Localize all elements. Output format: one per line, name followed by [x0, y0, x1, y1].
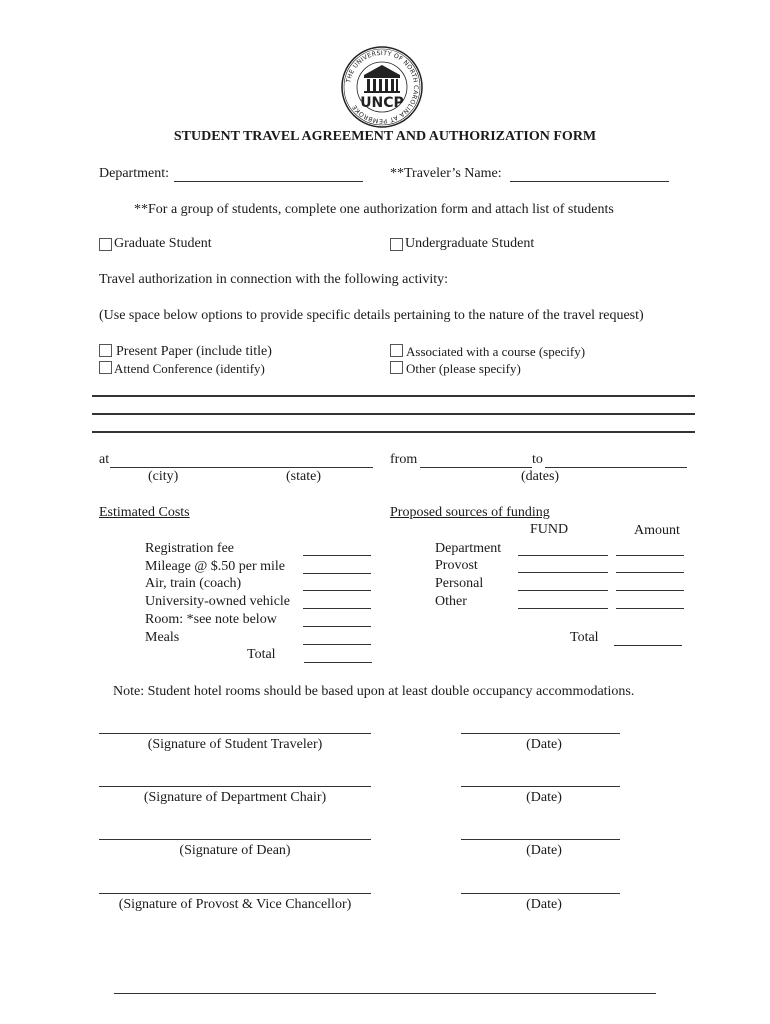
signature-caption: (Signature of Provost & Vice Chancellor): [118, 897, 352, 912]
cost-item-amount-field[interactable]: [303, 590, 371, 591]
undergraduate-label: Undergraduate Student: [405, 236, 535, 251]
date-line[interactable]: [461, 786, 620, 787]
signature-line[interactable]: [99, 839, 371, 840]
date-line[interactable]: [461, 733, 620, 734]
location-field[interactable]: [110, 467, 373, 468]
activity-intro: Travel authorization in connection with the following activity:: [99, 272, 449, 287]
to-label: to: [532, 452, 543, 467]
funding-amount-field[interactable]: [616, 608, 684, 609]
details-line-2[interactable]: [92, 413, 695, 415]
at-label: at: [99, 452, 110, 467]
signature-caption: (Signature of Dean): [179, 843, 291, 858]
funding-fund-field[interactable]: [518, 608, 608, 609]
details-line-3[interactable]: [92, 431, 695, 433]
activity-instructions: (Use space below options to provide specific details pertaining to the nature of the travel request): [99, 308, 644, 323]
cost-item-label: Registration fee: [145, 541, 235, 556]
date-caption: (Date): [526, 790, 562, 805]
signature-caption: (Signature of Department Chair): [143, 790, 327, 805]
funding-total-label: Total: [570, 630, 599, 645]
signature-line[interactable]: [99, 893, 371, 894]
funding-fund-field[interactable]: [518, 590, 608, 591]
signature-line[interactable]: [99, 733, 371, 734]
costs-total-label: Total: [247, 647, 276, 662]
cost-item-amount-field[interactable]: [303, 626, 371, 627]
dates-caption: (dates): [521, 469, 560, 484]
date-caption: (Date): [526, 843, 562, 858]
traveler-name-label: **Traveler’s Name:: [390, 166, 502, 181]
funding-fund-field[interactable]: [518, 555, 608, 556]
seal-graphic: [340, 45, 424, 129]
cost-item-label: Air, train (coach): [145, 576, 242, 591]
from-date-field[interactable]: [420, 467, 532, 468]
funding-heading: Proposed sources of funding: [390, 505, 550, 520]
cost-item-label: Room: *see note below: [145, 612, 277, 627]
group-note: **For a group of students, complete one authorization form and attach list of students: [134, 202, 614, 217]
funding-source-label: Department: [435, 541, 502, 556]
associated-course-checkbox[interactable]: [390, 344, 403, 357]
state-caption: (state): [286, 469, 321, 484]
funding-amount-field[interactable]: [616, 590, 684, 591]
date-caption: (Date): [526, 897, 562, 912]
funding-source-label: Personal: [435, 576, 484, 591]
cost-item-amount-field[interactable]: [303, 644, 371, 645]
from-label: from: [390, 452, 418, 467]
funding-source-label: Other: [435, 594, 467, 609]
other-activity-label: Other (please specify): [406, 361, 521, 376]
hotel-note: Note: Student hotel rooms should be based upon at least double occupancy accommodations.: [113, 684, 635, 699]
present-paper-checkbox[interactable]: [99, 344, 112, 357]
fund-column-header: FUND: [530, 522, 569, 537]
cost-item-label: Meals: [145, 630, 180, 645]
cost-item-amount-field[interactable]: [303, 555, 371, 556]
funding-fund-field[interactable]: [518, 572, 608, 573]
costs-total-field[interactable]: [304, 662, 372, 663]
cost-item-label: University-owned vehicle: [145, 594, 291, 609]
undergraduate-checkbox[interactable]: [390, 238, 403, 251]
department-label: Department:: [99, 166, 169, 181]
signature-caption: (Signature of Student Traveler): [147, 737, 323, 752]
seal-center-text: UNCP: [360, 95, 404, 111]
form-title: STUDENT TRAVEL AGREEMENT AND AUTHORIZATION FORM: [173, 129, 597, 144]
signature-line[interactable]: [99, 786, 371, 787]
university-seal: [340, 45, 424, 129]
date-line[interactable]: [461, 893, 620, 894]
amount-column-header: Amount: [634, 523, 680, 538]
graduate-checkbox[interactable]: [99, 238, 112, 251]
funding-source-label: Provost: [435, 558, 478, 573]
cost-item-amount-field[interactable]: [303, 608, 371, 609]
city-caption: (city): [148, 469, 179, 484]
cost-item-label: Mileage @ $.50 per mile: [145, 559, 286, 574]
associated-course-label: Associated with a course (specify): [406, 344, 586, 359]
to-date-field[interactable]: [545, 467, 687, 468]
details-line-1[interactable]: [92, 395, 695, 397]
cost-item-amount-field[interactable]: [303, 573, 371, 574]
traveler-name-field[interactable]: [510, 181, 669, 182]
footer-rule: [114, 993, 656, 994]
other-activity-checkbox[interactable]: [390, 361, 403, 374]
graduate-label: Graduate Student: [114, 236, 212, 251]
attend-conference-checkbox[interactable]: [99, 361, 112, 374]
department-field[interactable]: [174, 181, 363, 182]
present-paper-label: Present Paper (include title): [116, 344, 272, 359]
date-caption: (Date): [526, 737, 562, 752]
funding-total-field[interactable]: [614, 645, 682, 646]
estimated-costs-heading: Estimated Costs: [99, 505, 190, 520]
funding-amount-field[interactable]: [616, 572, 684, 573]
funding-amount-field[interactable]: [616, 555, 684, 556]
attend-conference-label: Attend Conference (identify): [114, 361, 265, 376]
svg-text:THE UNIVERSITY OF NORTH CAROLI: THE UNIVERSITY OF NORTH CAROLINA AT PEMBROKE: [345, 49, 420, 125]
date-line[interactable]: [461, 839, 620, 840]
